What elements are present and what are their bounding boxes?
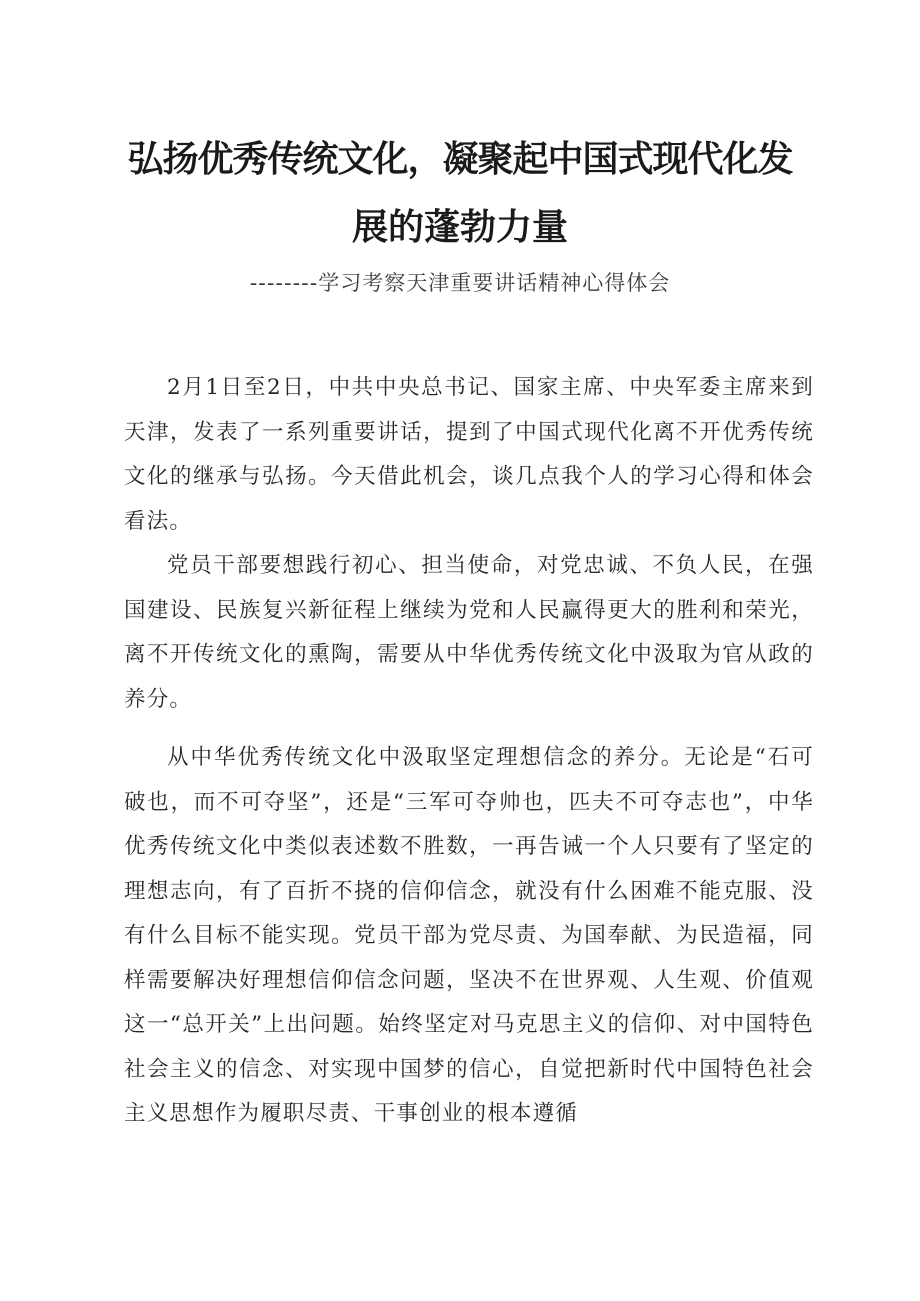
body-paragraph-1: 2月1日至2日，中共中央总书记、国家主席、中央军委主席来到天津，发表了一系列重要讲话，提到了中国式现代化离不开优秀传统文化的继承与弘扬。今天借此机会，谈几点我个人的学习心得和体会看法。	[124, 375, 814, 534]
document-subtitle: --------学习考察天津重要讲话精神心得体会	[249, 271, 671, 295]
body-paragraph-2: 党员干部要想践行初心、担当使命，对党忠诚、不负人民，在强国建设、民族复兴新征程上继续为党和人民赢得更大的胜利和荣光，离不开传统文化的熏陶，需要从中华优秀传统文化中汲取为官从政的养分。	[124, 553, 814, 712]
body-paragraph-3: 从中华优秀传统文化中汲取坚定理想信念的养分。无论是“石可破也，而不可夺坚”，还是“三军可夺帅也，匹夫不可夺志也”，中华优秀传统文化中类似表述数不胜数，一再告诫一个人只要有了坚定的理想志向，有了百折不挠的信仰信念，就没有什么困难不能克服、没有什么目标不能实现。党员干部为党尽责、为国奉献、为民造福，同样需要解决好理想信仰信念问题，坚决不在世界观、人生观、价值观这一“总开关”上出问题。始终坚定对马克思主义的信仰、对中国特色社会主义的信念、对实现中国梦的信心，自觉把新时代中国特色社会主义思想作为履职尽责、干事创业的根本遵循	[124, 745, 814, 1126]
document-title-line-2: 展的蓬勃力量	[351, 207, 568, 248]
document-body	[124, 366, 814, 1137]
document-title-line-1: 弘扬优秀传统文化，凝聚起中国式现代化发	[127, 139, 793, 180]
